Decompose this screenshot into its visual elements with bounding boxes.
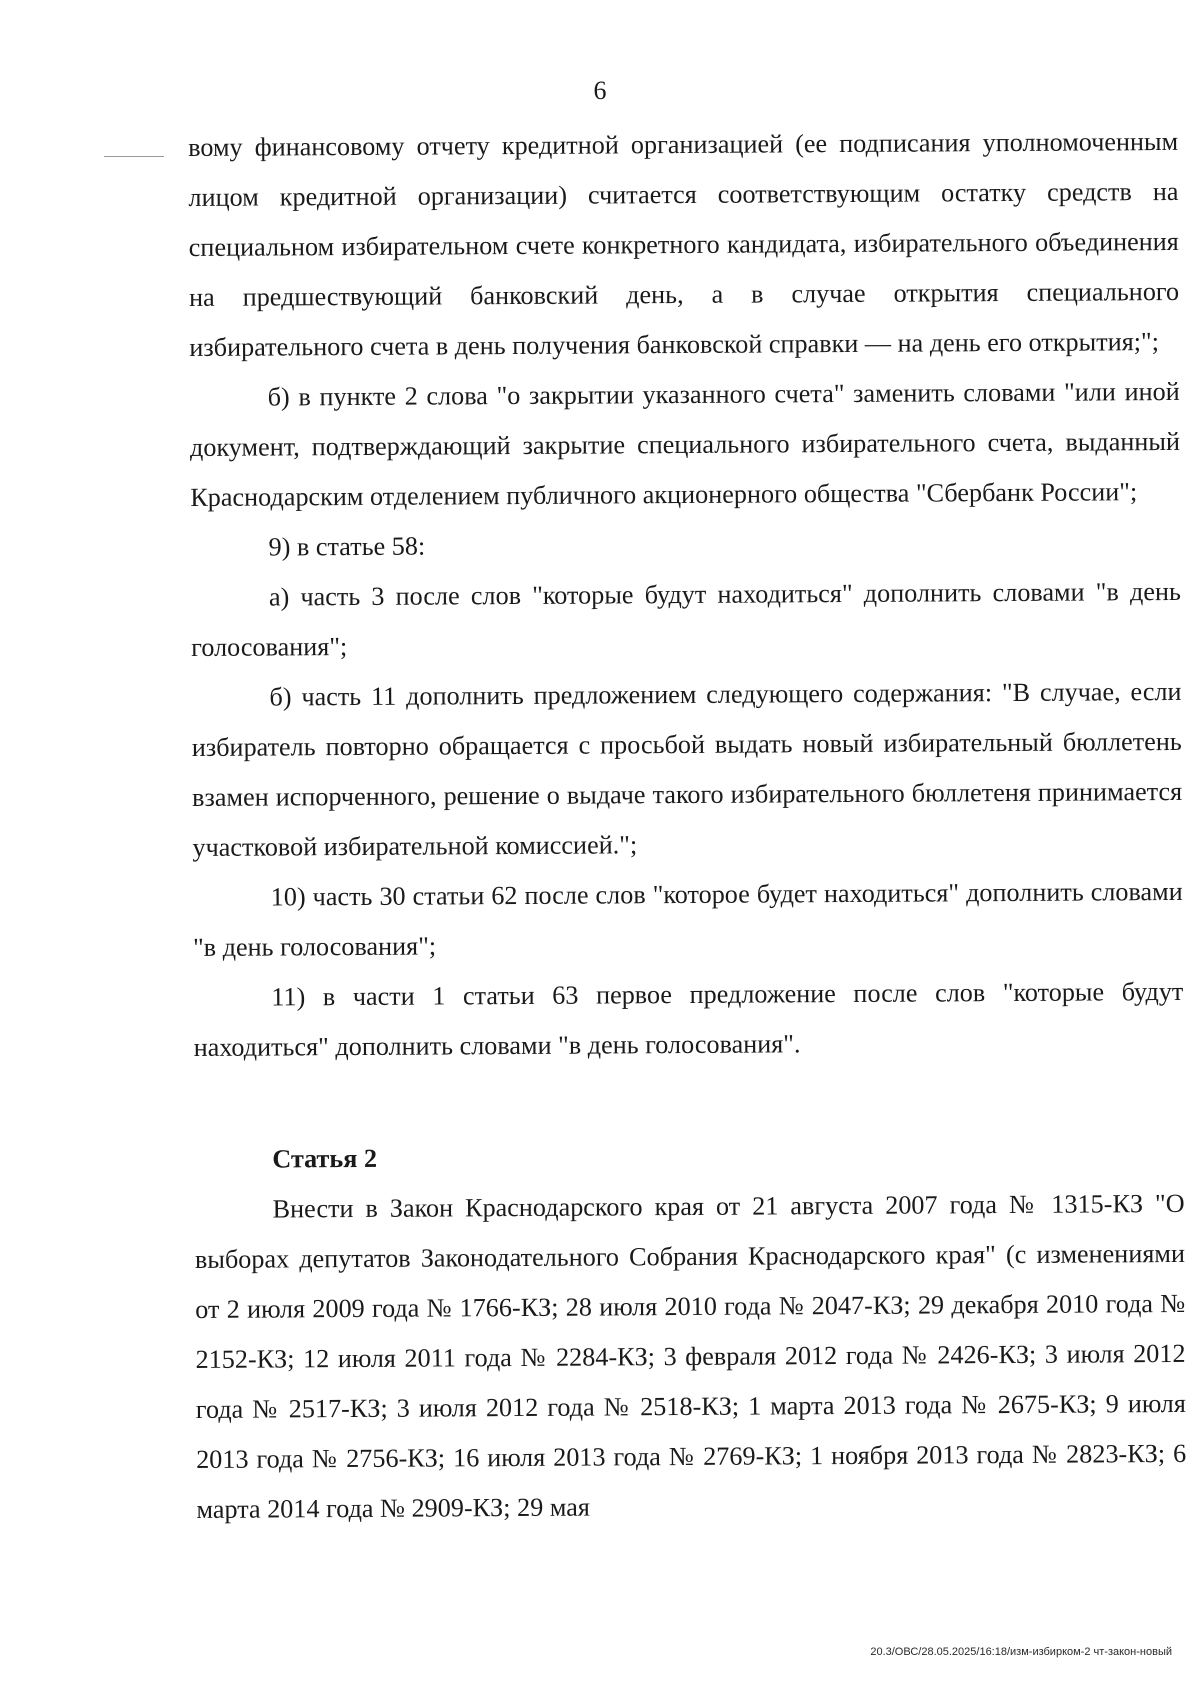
paragraph-item-a-part-3: а) часть 3 после слов "которые будут находиться" дополнить словами "в день голосования"; [191,576,1181,662]
article-heading: Статья 2 [272,1143,378,1174]
paragraph-item-10: 10) часть 30 статьи 62 после слов "которое будет находиться" дополнить словами "в день голосования"; [192,876,1183,962]
paragraph-item-11: 11) в части 1 статьи 63 первое предложение после слов "которые будут находиться" дополнить словами "в день голосования". [193,976,1184,1062]
document-body [188,117,1187,1535]
footer-document-code: 20.3/ОВС/28.05.2025/16:18/изм-избирком-2 чт-закон-новый [870,1646,1172,1658]
page-number: 6 [593,76,607,105]
article-paragraph: Внести в Закон Краснодарского края от 21 августа 2007 года № 1315-КЗ "О выборах депутатов Законодательного Собрания Краснодарского края" (с изменениями от 2 июля 2009 года № 1766-КЗ; 28 июля 2010 года № 2047-КЗ; 29 декабря 2010 года № 2152-КЗ; 12 июля 2011 года № 2284-КЗ; 3 февраля 2012 года № 2426-КЗ; 3 июля 2012 года № 2517-КЗ; 3 июля 2012 года № 2518-КЗ; 1 марта 2013 года № 2675-КЗ; 9 июля 2013 года № 2756-КЗ; 16 июля 2013 года № 2769-КЗ; 1 ноября 2013 года № 2823-КЗ; 6 марта 2014 года № 2909-КЗ; 29 мая [194,1188,1187,1524]
section-spacer [194,1067,1184,1135]
paragraph-item-b-point-2: б) в пункте 2 слова "о закрытии указанного счета" заменить словами "или иной документ, подтверждающий закрытие специального избирательного счета, выданный Краснодарским отделением публичного акционерного общества "Сбербанк России"; [189,376,1181,512]
scan-mark-left [104,156,164,157]
paragraph-item-9: 9) в статье 58: [268,531,426,562]
paragraph-continuation: вому финансовому отчету кредитной организацией (ее подписания уполномоченным лицом кредитной организации) считается соответствующим остатку средств на специальном избирательном счете конкретного кандидата, избирательного объединения на предшествующий банковский день, а в случае открытия специального избирательного счета в день получения банковской справки — на день его открытия;"; [188,126,1180,362]
paragraph-item-b-part-11: б) часть 11 дополнить предложением следующего содержания: "В случае, если избиратель повторно обращается с просьбой выдать новый избирательный бюллетень взамен испорченного, решение о выдаче такого избирательного бюллетеня принимается участковой избирательной комиссией."; [191,676,1183,862]
